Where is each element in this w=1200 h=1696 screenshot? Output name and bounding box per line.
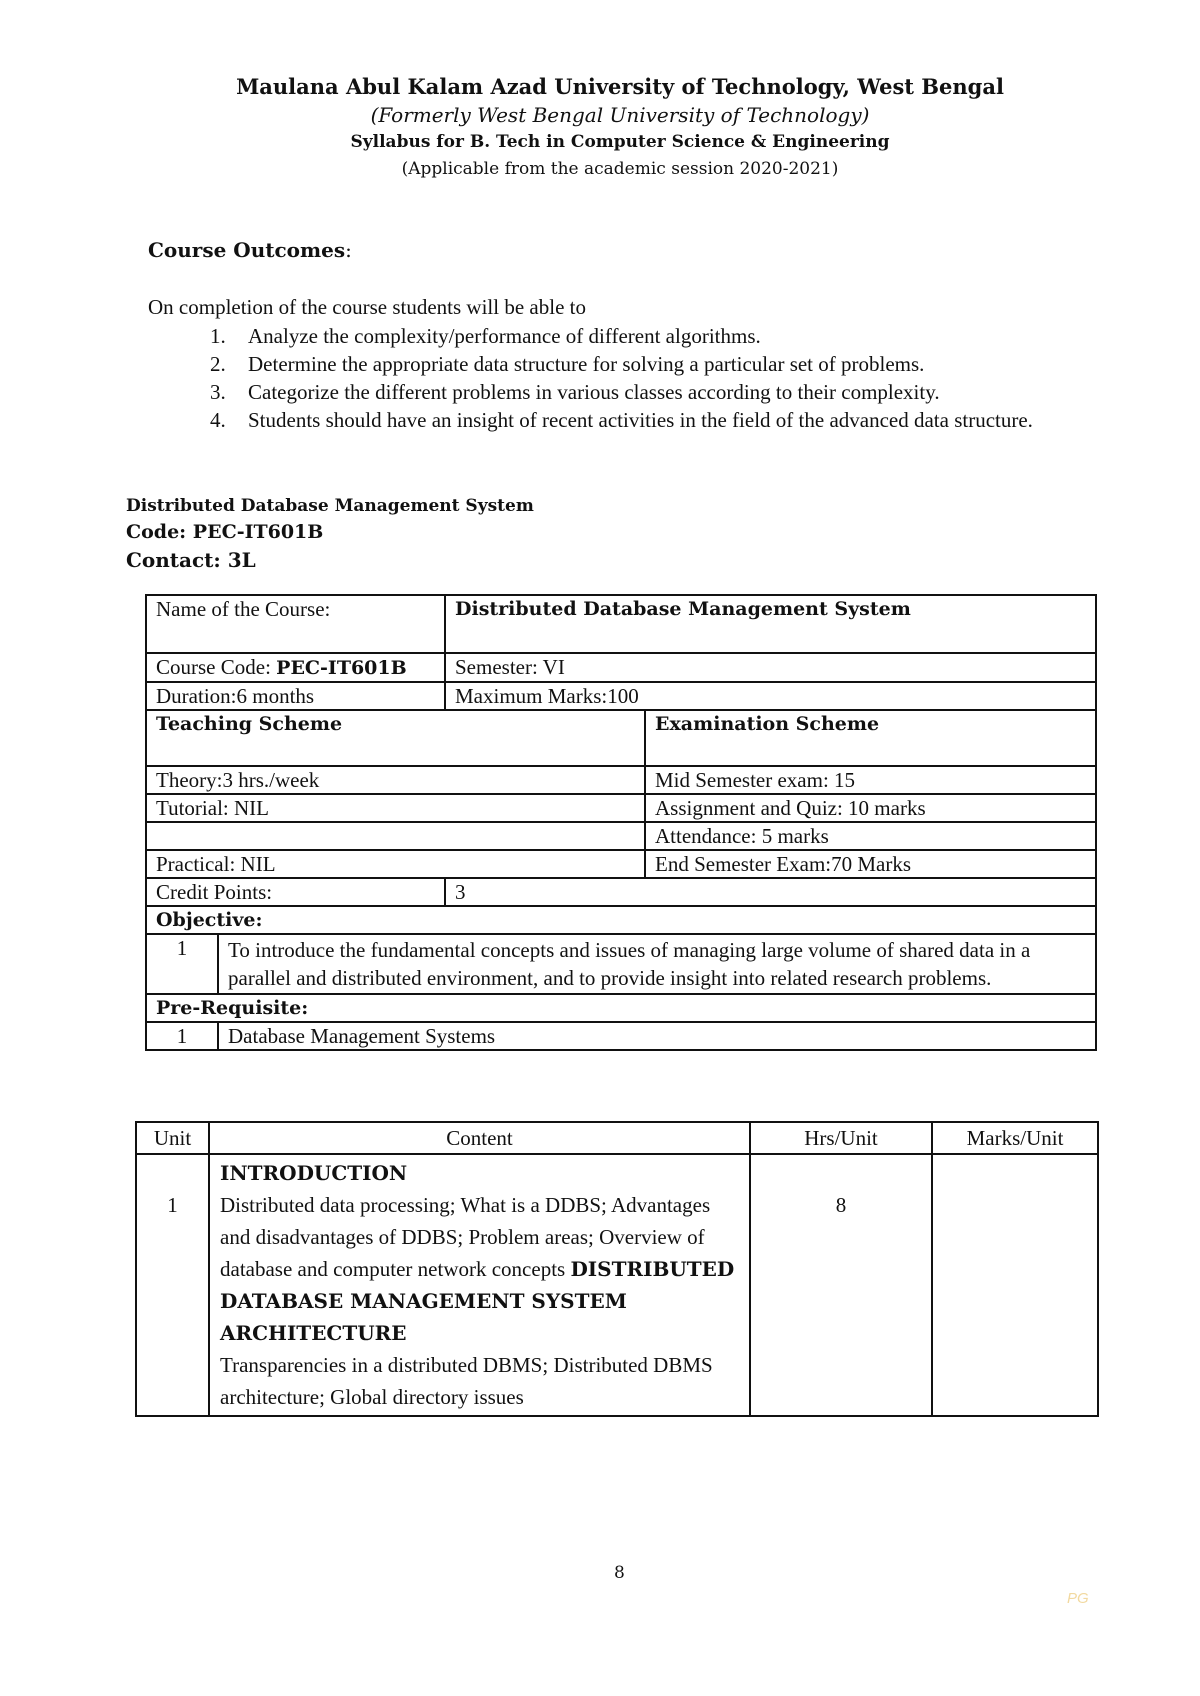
university-name: Maulana Abul Kalam Azad University of Technology, West Bengal	[236, 74, 1004, 99]
outcome-number: 3.	[210, 380, 226, 404]
outcome-item	[210, 378, 1098, 406]
prerequisite-text: Database Management Systems	[218, 1022, 1096, 1050]
outcome-text: Determine the appropriate data structure for solving a particular set of problems.	[248, 352, 925, 376]
course-code-line: Code: PEC-IT601B	[126, 521, 324, 543]
course-details-table	[145, 594, 1097, 1051]
outcome-text: Analyze the complexity/performance of different algorithms.	[248, 324, 761, 348]
outcome-text: Categorize the different problems in various classes according to their complexity.	[248, 380, 940, 404]
prerequisite-heading: Pre-Requisite:	[146, 994, 1096, 1022]
theory-cell: Theory:3 hrs./week	[146, 766, 645, 794]
table-row	[146, 766, 1096, 794]
course-outcomes-heading	[148, 238, 352, 262]
syllabus-title: Syllabus for B. Tech in Computer Science & Engineering	[350, 132, 890, 152]
course-outcomes-list	[210, 322, 1098, 434]
mid-semester-cell: Mid Semester exam: 15	[645, 766, 1096, 794]
table-row	[146, 1022, 1096, 1050]
page-number: 8	[614, 1563, 625, 1583]
attendance-cell: Attendance: 5 marks	[645, 822, 1096, 850]
unit-heading: DISTRIBUTED DATABASE MANAGEMENT SYSTEM ARCHITECTURE	[220, 1257, 735, 1345]
table-row	[146, 822, 1096, 850]
outcome-number: 1.	[210, 324, 226, 348]
units-table	[135, 1121, 1099, 1417]
assignment-cell: Assignment and Quiz: 10 marks	[645, 794, 1096, 822]
unit-heading: INTRODUCTION	[220, 1161, 408, 1185]
unit-content	[209, 1154, 750, 1416]
table-row	[146, 906, 1096, 934]
course-code-cell	[146, 653, 445, 682]
watermark: PG	[1067, 1590, 1089, 1607]
table-row	[146, 878, 1096, 906]
table-row	[136, 1154, 1098, 1416]
examination-scheme-heading: Examination Scheme	[645, 710, 1096, 766]
outcome-item	[210, 406, 1098, 434]
content-column-header: Content	[209, 1122, 750, 1154]
course-code-label: Course Code:	[156, 655, 277, 679]
table-row	[146, 710, 1096, 766]
unit-number: 1	[136, 1154, 209, 1416]
outcome-text: Students should have an insight of recent activities in the field of the advanced data structure.	[248, 408, 1033, 432]
table-row	[146, 850, 1096, 878]
outcome-number: 2.	[210, 352, 226, 376]
unit-text: Distributed data processing; What is a DDBS; Advantages and disadvantages of DDBS; Problem areas; Overview of database and computer network concepts	[220, 1193, 711, 1281]
course-contact-line: Contact: 3L	[126, 548, 256, 572]
practical-cell: Practical: NIL	[146, 850, 645, 878]
course-code-value: PEC-IT601B	[276, 657, 407, 679]
semester-cell: Semester: VI	[445, 653, 1096, 682]
duration-cell: Duration:6 months	[146, 682, 445, 710]
tutorial-cell: Tutorial: NIL	[146, 794, 645, 822]
credit-points-value: 3	[445, 878, 1096, 906]
objective-text: To introduce the fundamental concepts and issues of managing large volume of shared data in a parallel and distributed environment, and to provide insight into related research problems.	[218, 934, 1096, 994]
hrs-column-header: Hrs/Unit	[750, 1122, 932, 1154]
name-of-course-value: Distributed Database Management System	[445, 595, 1096, 653]
unit-marks	[932, 1154, 1098, 1416]
name-of-course-label: Name of the Course:	[146, 595, 445, 653]
prerequisite-number: 1	[146, 1022, 218, 1050]
table-row	[146, 994, 1096, 1022]
formerly-line: (Formerly West Bengal University of Technology)	[370, 103, 870, 127]
applicable-session: (Applicable from the academic session 2020-2021)	[401, 159, 839, 179]
outcome-number: 4.	[210, 408, 226, 432]
table-row	[146, 934, 1096, 994]
outcome-item	[210, 322, 1098, 350]
table-row	[146, 595, 1096, 653]
table-row	[146, 682, 1096, 710]
objective-number: 1	[146, 934, 218, 994]
course-outcomes-intro: On completion of the course students will be able to	[148, 295, 586, 319]
table-row	[146, 653, 1096, 682]
course-outcomes-title: Course Outcomes	[148, 238, 346, 262]
end-semester-cell: End Semester Exam:70 Marks	[645, 850, 1096, 878]
unit-column-header: Unit	[136, 1122, 209, 1154]
course-title: Distributed Database Management System	[126, 496, 534, 516]
table-row	[146, 794, 1096, 822]
credit-points-label: Credit Points:	[146, 878, 445, 906]
table-header-row	[136, 1122, 1098, 1154]
empty-cell	[146, 822, 645, 850]
unit-hours: 8	[750, 1154, 932, 1416]
marks-column-header: Marks/Unit	[932, 1122, 1098, 1154]
course-outcomes-colon: :	[345, 238, 352, 262]
unit-text: Transparencies in a distributed DBMS; Distributed DBMS architecture; Global directory issues	[220, 1353, 713, 1409]
objective-heading: Objective:	[146, 906, 1096, 934]
max-marks-cell: Maximum Marks:100	[445, 682, 1096, 710]
teaching-scheme-heading: Teaching Scheme	[146, 710, 645, 766]
outcome-item	[210, 350, 1098, 378]
